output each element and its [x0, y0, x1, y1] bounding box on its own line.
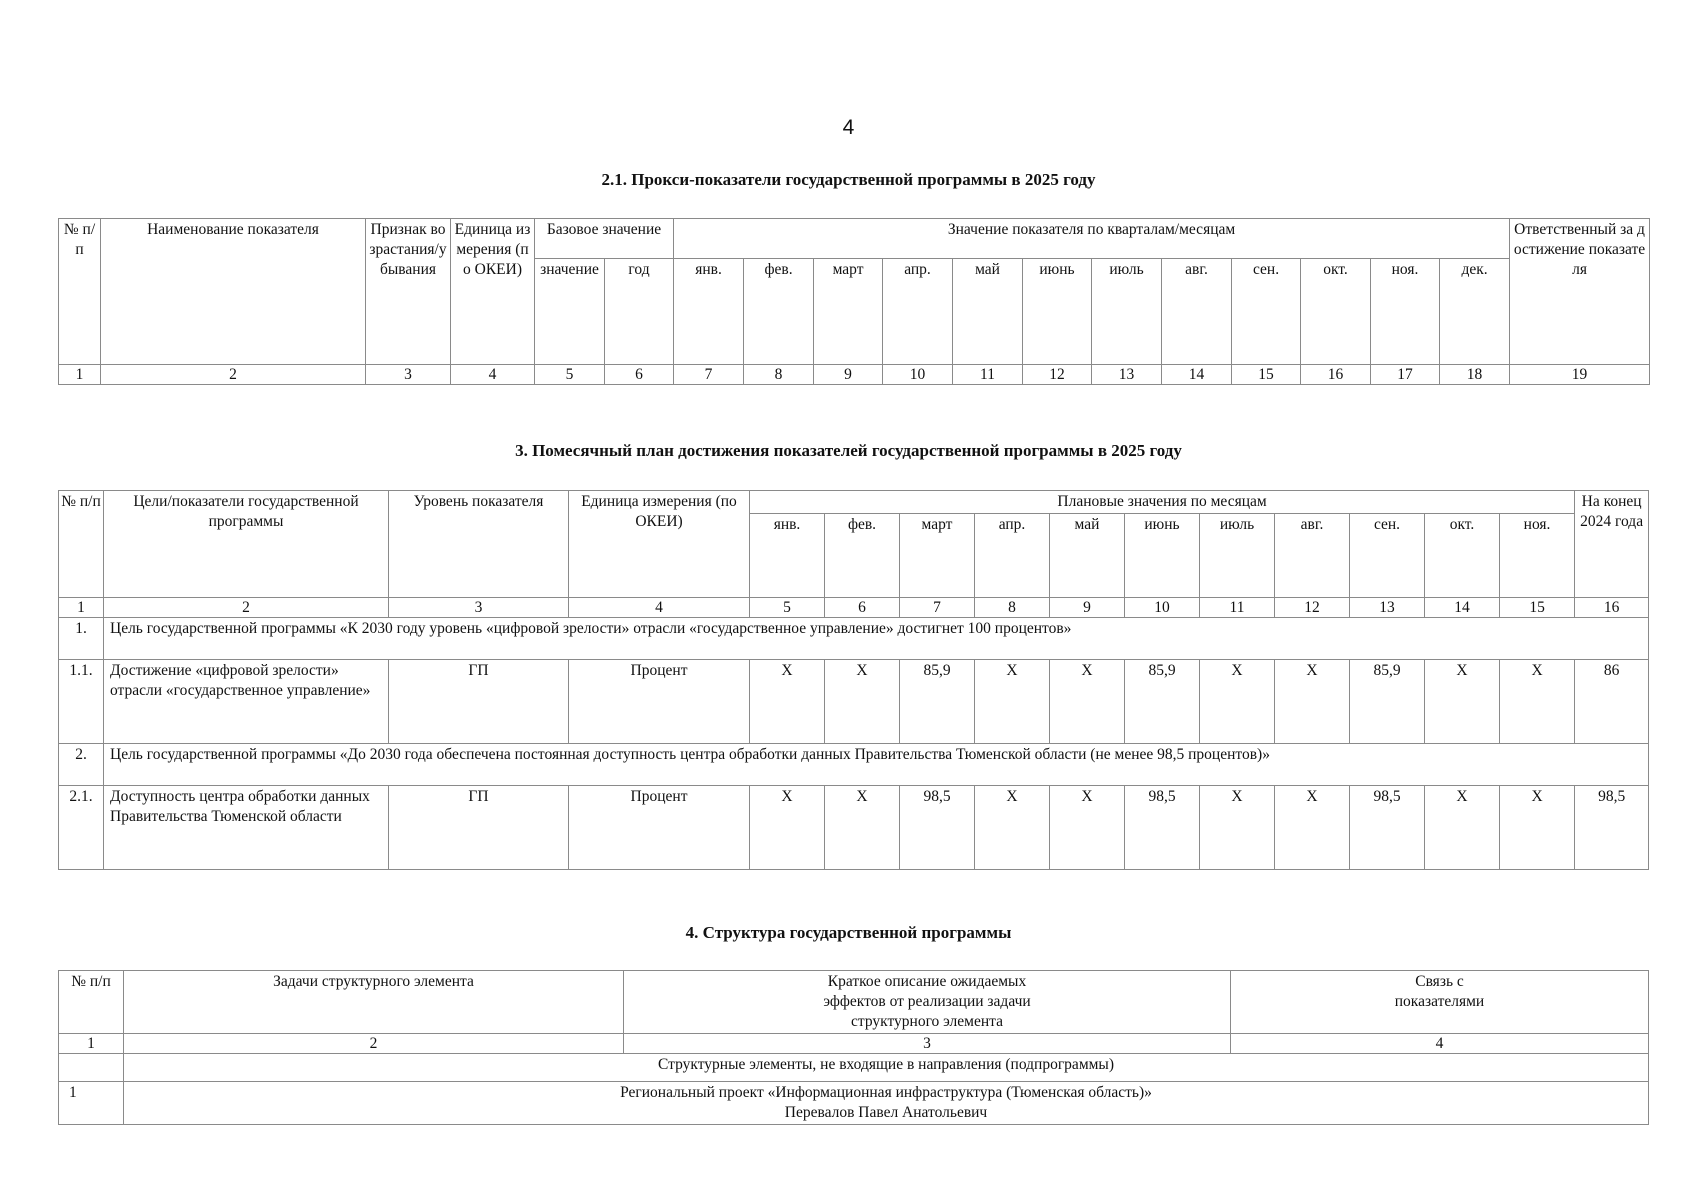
proxy-col-number: 7: [674, 365, 744, 385]
proxy-col-number: 13: [1092, 365, 1162, 385]
indicator-value: 85,9: [1350, 660, 1425, 744]
indicator-number: 1.1.: [59, 660, 104, 744]
indicator-value: 98,5: [1125, 786, 1200, 870]
structure-col-number: 1: [59, 1034, 124, 1054]
proxy-col-number: 15: [1232, 365, 1301, 385]
proxy-header-base: Базовое значение: [535, 219, 674, 259]
structure-header-num: № п/п: [59, 971, 124, 1034]
proxy-header-responsible: Ответственный за достижение показателя: [1510, 219, 1650, 365]
proxy-header-name: Наименование показателя: [101, 219, 366, 365]
plan-month: авг.: [1275, 514, 1350, 598]
indicator-value: Х: [1500, 660, 1575, 744]
indicator-value: Х: [1275, 786, 1350, 870]
plan-month: апр.: [975, 514, 1050, 598]
structure-col-number: 4: [1231, 1034, 1649, 1054]
proxy-month: дек.: [1440, 259, 1510, 365]
indicator-value: 85,9: [1125, 660, 1200, 744]
structure-item-number: 1: [59, 1082, 124, 1125]
indicator-name: Доступность центра обработки данных Правительства Тюменской области: [104, 786, 389, 870]
proxy-col-number: 3: [366, 365, 451, 385]
structure-item-cell: [124, 1082, 1649, 1125]
indicator-value: Х: [975, 786, 1050, 870]
indicator-end-value: 86: [1575, 660, 1649, 744]
indicator-value: 85,9: [900, 660, 975, 744]
proxy-col-number: 8: [744, 365, 814, 385]
plan-col-number: 14: [1425, 598, 1500, 618]
plan-month: март: [900, 514, 975, 598]
proxy-col-number: 10: [883, 365, 953, 385]
indicator-value: Х: [825, 786, 900, 870]
structure-table: [58, 970, 1649, 1125]
plan-col-number: 8: [975, 598, 1050, 618]
plan-header-end: На конец 2024 года: [1575, 491, 1649, 598]
indicator-name: Достижение «цифровой зрелости» отрасли «государственное управление»: [104, 660, 389, 744]
proxy-month: май: [953, 259, 1023, 365]
proxy-header-sign: Признак возрастания/убывания: [366, 219, 451, 365]
proxy-month: янв.: [674, 259, 744, 365]
structure-section-label: Структурные элементы, не входящие в направления (подпрограммы): [124, 1054, 1649, 1082]
proxy-header-base-value: значение: [535, 259, 605, 365]
plan-month: окт.: [1425, 514, 1500, 598]
proxy-month: сен.: [1232, 259, 1301, 365]
goal-number: 1.: [59, 618, 104, 660]
proxy-col-number: 16: [1301, 365, 1371, 385]
plan-col-number: 5: [750, 598, 825, 618]
structure-col-number: 2: [124, 1034, 624, 1054]
plan-month: ноя.: [1500, 514, 1575, 598]
plan-month: май: [1050, 514, 1125, 598]
project-responsible-person: Перевалов Павел Анатольевич: [784, 1104, 988, 1121]
monthly-plan-table: [58, 490, 1649, 870]
indicator-value: Х: [825, 660, 900, 744]
plan-col-number: 12: [1275, 598, 1350, 618]
plan-header-goals: Цели/показатели государственной программы: [104, 491, 389, 598]
plan-header-values: Плановые значения по месяцам: [750, 491, 1575, 514]
plan-month: июль: [1200, 514, 1275, 598]
proxy-col-number: 9: [814, 365, 883, 385]
structure-section-empty-cell: [59, 1054, 124, 1082]
indicator-value: 98,5: [900, 786, 975, 870]
plan-col-number: 11: [1200, 598, 1275, 618]
goal-text: Цель государственной программы «К 2030 году уровень «цифровой зрелости» отрасли «государственное управление» достигнет 100 процентов»: [104, 618, 1649, 660]
indicator-value: Х: [1200, 786, 1275, 870]
proxy-col-number: 5: [535, 365, 605, 385]
proxy-month: июль: [1092, 259, 1162, 365]
plan-col-number: 16: [1575, 598, 1649, 618]
plan-header-unit: Единица измерения (по ОКЕИ): [569, 491, 750, 598]
indicator-value: Х: [1050, 786, 1125, 870]
structure-col-number: 3: [624, 1034, 1231, 1054]
proxy-month: авг.: [1162, 259, 1232, 365]
indicator-value: Х: [975, 660, 1050, 744]
plan-col-number: 15: [1500, 598, 1575, 618]
proxy-header-num: № п/п: [59, 219, 101, 365]
structure-header-effects: Краткое описание ожидаемых эффектов от реализации задачи структурного элемента: [624, 971, 1231, 1034]
plan-col-number: 13: [1350, 598, 1425, 618]
indicator-value: Х: [1500, 786, 1575, 870]
plan-month: сен.: [1350, 514, 1425, 598]
indicator-level: ГП: [389, 660, 569, 744]
proxy-col-number: 2: [101, 365, 366, 385]
proxy-col-number: 19: [1510, 365, 1650, 385]
structure-header-link: Связь с показателями: [1231, 971, 1649, 1034]
plan-col-number: 9: [1050, 598, 1125, 618]
indicator-end-value: 98,5: [1575, 786, 1649, 870]
plan-col-number: 1: [59, 598, 104, 618]
plan-col-number: 2: [104, 598, 389, 618]
proxy-col-number: 4: [451, 365, 535, 385]
indicator-value: Х: [1425, 660, 1500, 744]
proxy-month: июнь: [1023, 259, 1092, 365]
page-number: 4: [842, 116, 855, 139]
plan-month: фев.: [825, 514, 900, 598]
plan-col-number: 4: [569, 598, 750, 618]
indicator-value: Х: [1275, 660, 1350, 744]
indicator-number: 2.1.: [59, 786, 104, 870]
proxy-month: ноя.: [1371, 259, 1440, 365]
plan-col-number: 3: [389, 598, 569, 618]
proxy-col-number: 11: [953, 365, 1023, 385]
proxy-col-number: 18: [1440, 365, 1510, 385]
plan-col-number: 6: [825, 598, 900, 618]
proxy-month: фев.: [744, 259, 814, 365]
monthly-plan-section-title: 3. Помесячный план достижения показателей государственной программы в 2025 году: [515, 441, 1182, 460]
goal-number: 2.: [59, 744, 104, 786]
proxy-month: окт.: [1301, 259, 1371, 365]
structure-header-tasks: Задачи структурного элемента: [124, 971, 624, 1034]
plan-header-num: № п/п: [59, 491, 104, 598]
indicator-value: Х: [1200, 660, 1275, 744]
structure-section-title: 4. Структура государственной программы: [685, 923, 1012, 942]
indicator-value: Х: [1050, 660, 1125, 744]
indicator-unit: Процент: [569, 660, 750, 744]
proxy-header-base-year: год: [605, 259, 674, 365]
proxy-col-number: 1: [59, 365, 101, 385]
indicator-value: 98,5: [1350, 786, 1425, 870]
proxy-header-periods: Значение показателя по кварталам/месяцам: [674, 219, 1510, 259]
indicator-value: Х: [1425, 786, 1500, 870]
regional-project-name: Региональный проект «Информационная инфраструктура (Тюменская область)»: [620, 1084, 1152, 1101]
proxy-month: апр.: [883, 259, 953, 365]
proxy-col-number: 17: [1371, 365, 1440, 385]
indicator-value: Х: [750, 786, 825, 870]
indicator-value: Х: [750, 660, 825, 744]
plan-month: янв.: [750, 514, 825, 598]
proxy-col-number: 6: [605, 365, 674, 385]
plan-col-number: 10: [1125, 598, 1200, 618]
indicator-level: ГП: [389, 786, 569, 870]
proxy-col-number: 12: [1023, 365, 1092, 385]
plan-month: июнь: [1125, 514, 1200, 598]
goal-text: Цель государственной программы «До 2030 года обеспечена постоянная доступность центра обработки данных Правительства Тюменской области (не менее 98,5 процентов)»: [104, 744, 1649, 786]
proxy-month: март: [814, 259, 883, 365]
plan-col-number: 7: [900, 598, 975, 618]
indicator-unit: Процент: [569, 786, 750, 870]
plan-header-level: Уровень показателя: [389, 491, 569, 598]
proxy-col-number: 14: [1162, 365, 1232, 385]
proxy-header-unit: Единица измерения (по ОКЕИ): [451, 219, 535, 365]
proxy-section-title: 2.1. Прокси-показатели государственной программы в 2025 году: [601, 170, 1096, 189]
proxy-indicators-table: [58, 218, 1650, 385]
